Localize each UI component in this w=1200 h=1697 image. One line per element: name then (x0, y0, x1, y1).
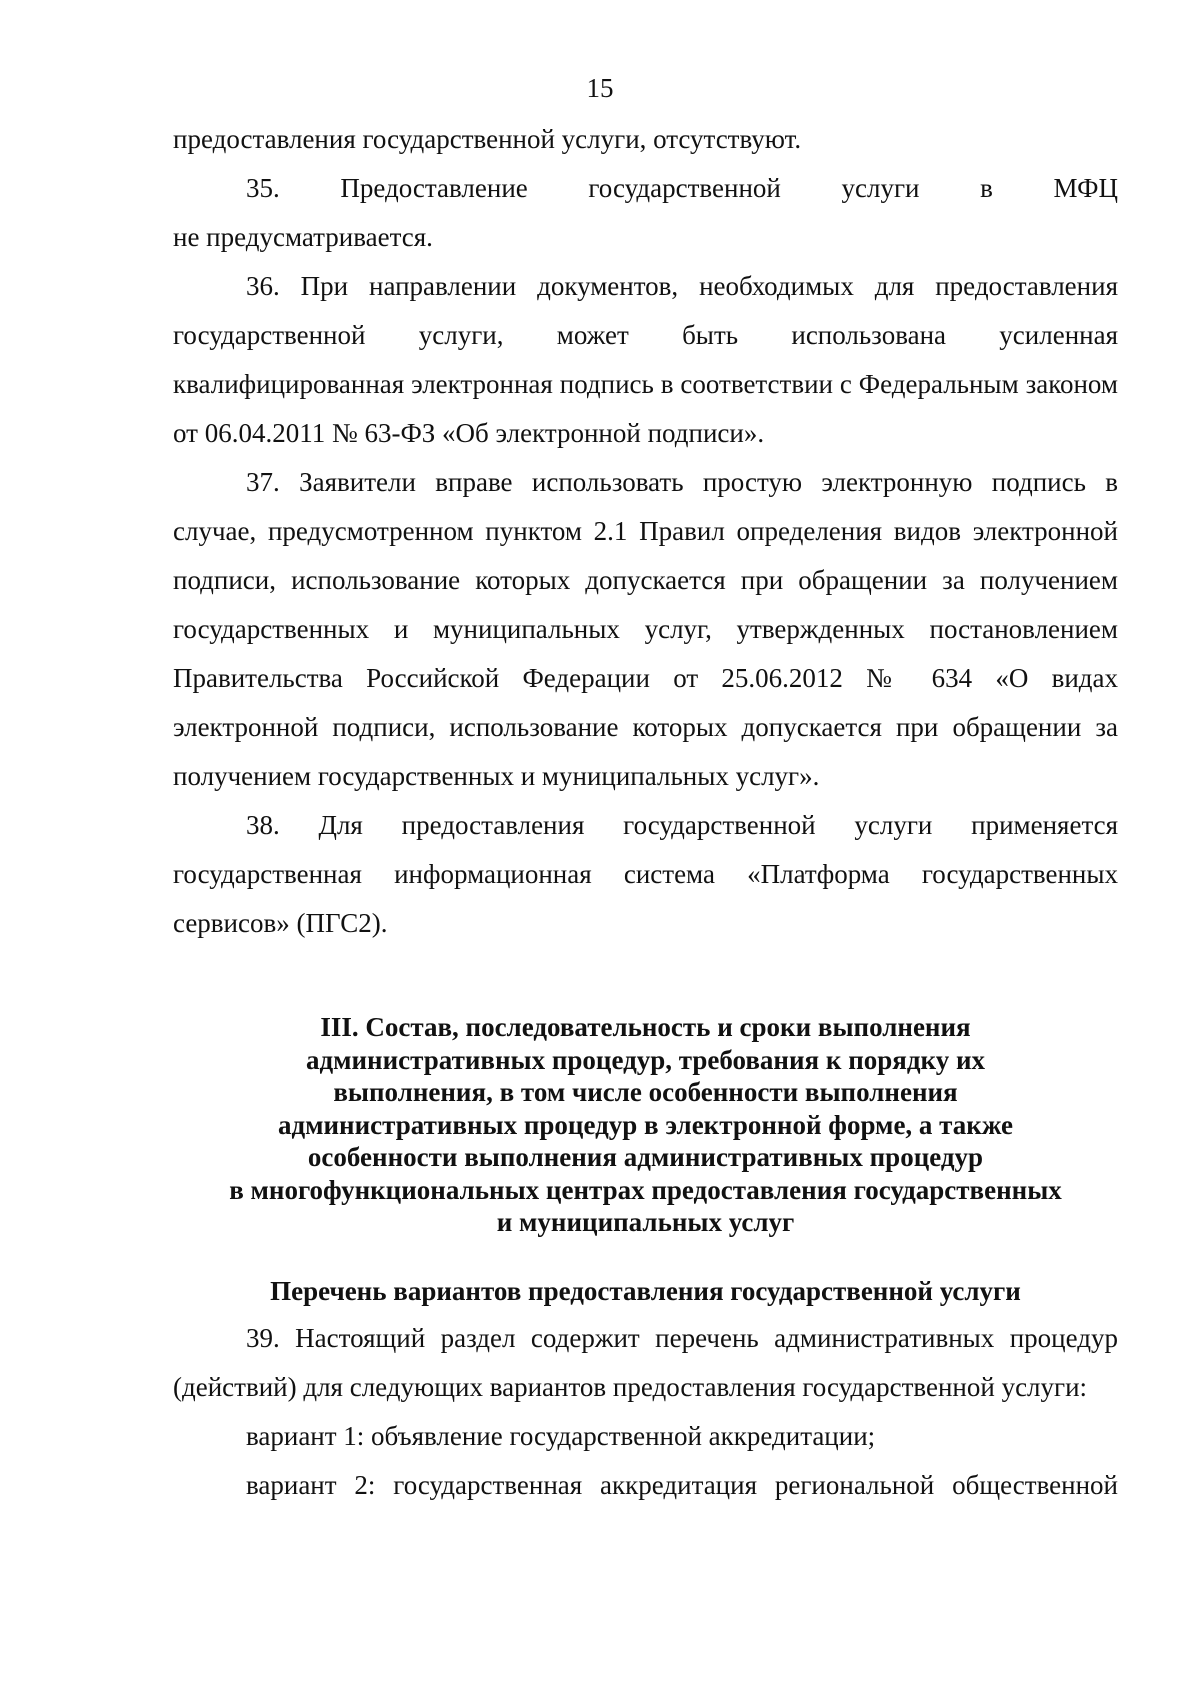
section-heading-line: III. Состав, последовательность и сроки выполнения (320, 1012, 971, 1042)
variant-2: вариант 2: государственная аккредитация региональной общественной (246, 1469, 1118, 1500)
section-heading-line: административных процедур, требования к порядку их (305, 1044, 986, 1075)
paragraph-continuation: предоставления государственной услуги, отсутствуют. (173, 124, 802, 154)
paragraph-35-end: не предусматривается. (173, 222, 433, 252)
section-heading-line: в многофункциональных центрах предоставления государственных (229, 1174, 1062, 1205)
paragraph-37: 37. Заявители вправе использовать простую электронную подпись в случае, предусмотренном пунктом 2.1 Правил определения видов электронной подписи, использование которых допускается при обращении за получением государственных и муниципальных услуг, утвержденных постановлением Правительства Российской Федерации от 25.06.2012 № 634 «О видах электронной подписи, использование которых допускается при обращении за получением государственных и муниципальных услуг». (173, 467, 1118, 791)
paragraph-35: 35. Предоставление государственной услуги в МФЦ (246, 173, 1118, 203)
section-heading-line: особенности выполнения административных процедур (307, 1142, 984, 1172)
section-heading-line: и муниципальных услуг (496, 1207, 795, 1237)
paragraph-36: 36. При направлении документов, необходимых для предоставления государственной услуги, может быть использована усиленная квалифицированная электронная подпись в соответствии с Федеральным законом от 06.04.2011 № 63-ФЗ «Об электронной подписи». (173, 271, 1118, 448)
page-number: 15 (586, 73, 614, 103)
variant-1: вариант 1: объявление государственной аккредитации; (246, 1420, 876, 1451)
document-body (173, 115, 1118, 1510)
paragraph-39: 39. Настоящий раздел содержит перечень административных процедур (действий) для следующих вариантов предоставления государственной услуги: (173, 1322, 1118, 1402)
paragraph-38: 38. Для предоставления государственной услуги применяется государственная информационная система «Платформа государственных сервисов» (ПГС2). (173, 810, 1118, 938)
section-heading (153, 1011, 1138, 1239)
section-heading-line: выполнения, в том числе особенности выполнения (333, 1077, 958, 1107)
subheading: Перечень вариантов предоставления государственной услуги (270, 1275, 1021, 1306)
section-heading-line: административных процедур в электронной форме, а также (277, 1109, 1014, 1140)
